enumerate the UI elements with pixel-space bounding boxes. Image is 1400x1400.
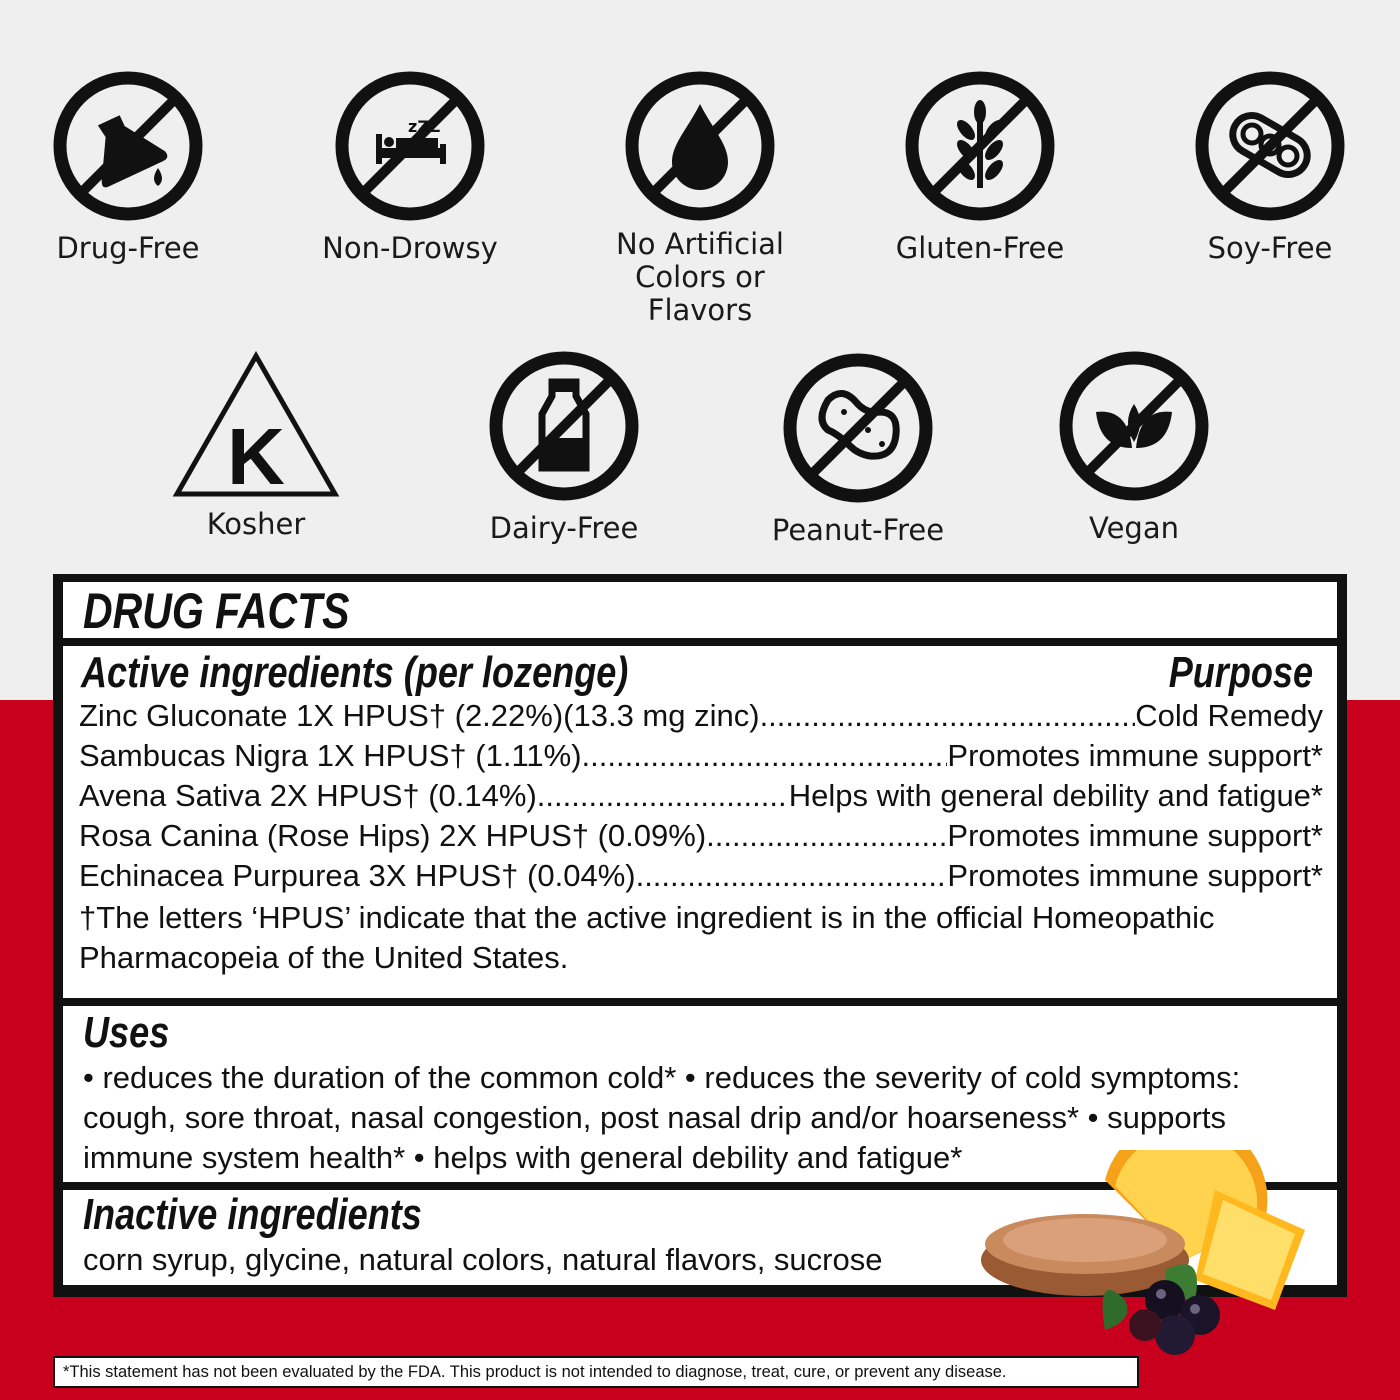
leader-dots [582,736,948,776]
wheat-icon [902,68,1058,224]
ingredient-row [79,776,1323,816]
badge-no-artificial [590,68,810,327]
active-ingredients-heading: Active ingredients (per lozenge) [81,648,629,697]
badge-gluten-free [870,68,1090,265]
ingredient-row [79,816,1323,856]
leader-dots [706,816,947,856]
ingredient-row [79,856,1323,896]
purpose-heading: Purpose [1168,648,1313,697]
ingredient-purpose: Promotes immune support* [947,858,1323,893]
kosher-symbol: K [227,412,285,500]
badge-dairy-free [454,348,674,545]
badge-label: Drug-Free [56,231,200,265]
badge-label: Peanut-Free [771,513,945,547]
ingredient-row [79,736,1323,776]
badge-label: Non-Drowsy [322,231,498,265]
drop-icon [622,68,778,224]
milk-bottle-icon [486,348,642,504]
peanut-icon [780,350,936,506]
badge-label: Kosher [206,507,306,541]
badge-label: Soy-Free [1207,231,1333,265]
badge-label: Vegan [1089,511,1179,545]
leaf-icon [1056,348,1212,504]
inactive-ingredients-text: corn syrup, glycine, natural colors, natural flavors, sucrose [83,1242,883,1277]
ingredient-name: Echinacea Purpurea 3X HPUS† (0.04%) [79,858,636,893]
badge-non-drowsy [300,68,520,265]
badge-label: Gluten-Free [895,231,1065,265]
drug-facts-header [63,582,1337,638]
lozenge-fruit-illustration [975,1150,1315,1365]
active-ingredients-section [63,646,1337,998]
badge-vegan [1024,348,1244,545]
sleep-icon [332,68,488,224]
ingredient-purpose: Promotes immune support* [947,818,1323,853]
leader-dots [537,776,789,816]
uses-text: • reduces the duration of the common cold* • reduces the severity of cold symptoms: cough, sore throat, nasal congestion, post nasal drip and/or hoarseness* • supports immune system health* • helps with general debility and fatigue* [83,1060,1241,1175]
badge-soy-free [1160,68,1380,265]
inactive-ingredients-heading: Inactive ingredients [83,1190,422,1239]
hpus-note: †The letters ‘HPUS’ indicate that the active ingredient is in the official Homeopathic Pharmacopeia of the United States. [79,900,1215,975]
ingredient-purpose: Promotes immune support* [947,738,1323,773]
ingredient-name: Sambucas Nigra 1X HPUS† (1.11%) [79,738,582,773]
ingredient-name: Avena Sativa 2X HPUS† (0.14%) [79,778,537,813]
badge-kosher [146,350,366,541]
ingredient-name: Zinc Gluconate 1X HPUS† (2.22%)(13.3 mg zinc) [79,698,760,733]
ingredient-purpose: Cold Remedy [1135,698,1323,733]
kosher-icon [171,350,341,500]
soybean-icon [1192,68,1348,224]
badge-peanut-free [748,350,968,547]
flask-icon [50,68,206,224]
ingredient-name: Rosa Canina (Rose Hips) 2X HPUS† (0.09%) [79,818,707,853]
badge-label: No Artificial Colors or Flavors [616,227,784,327]
svg-text:zZZ: zZZ [408,117,441,136]
uses-heading: Uses [83,1008,170,1057]
leader-dots [636,856,948,896]
drug-facts-title: DRUG FACTS [83,583,350,639]
badge-drug-free [18,68,238,265]
leader-dots [760,696,1136,736]
ingredient-row [79,696,1323,736]
fda-disclaimer: *This statement has not been evaluated by the FDA. This product is not intended to diagnose, treat, cure, or prevent any disease. [53,1356,1139,1388]
badge-label: Dairy-Free [489,511,639,545]
ingredient-purpose: Helps with general debility and fatigue* [788,778,1323,813]
